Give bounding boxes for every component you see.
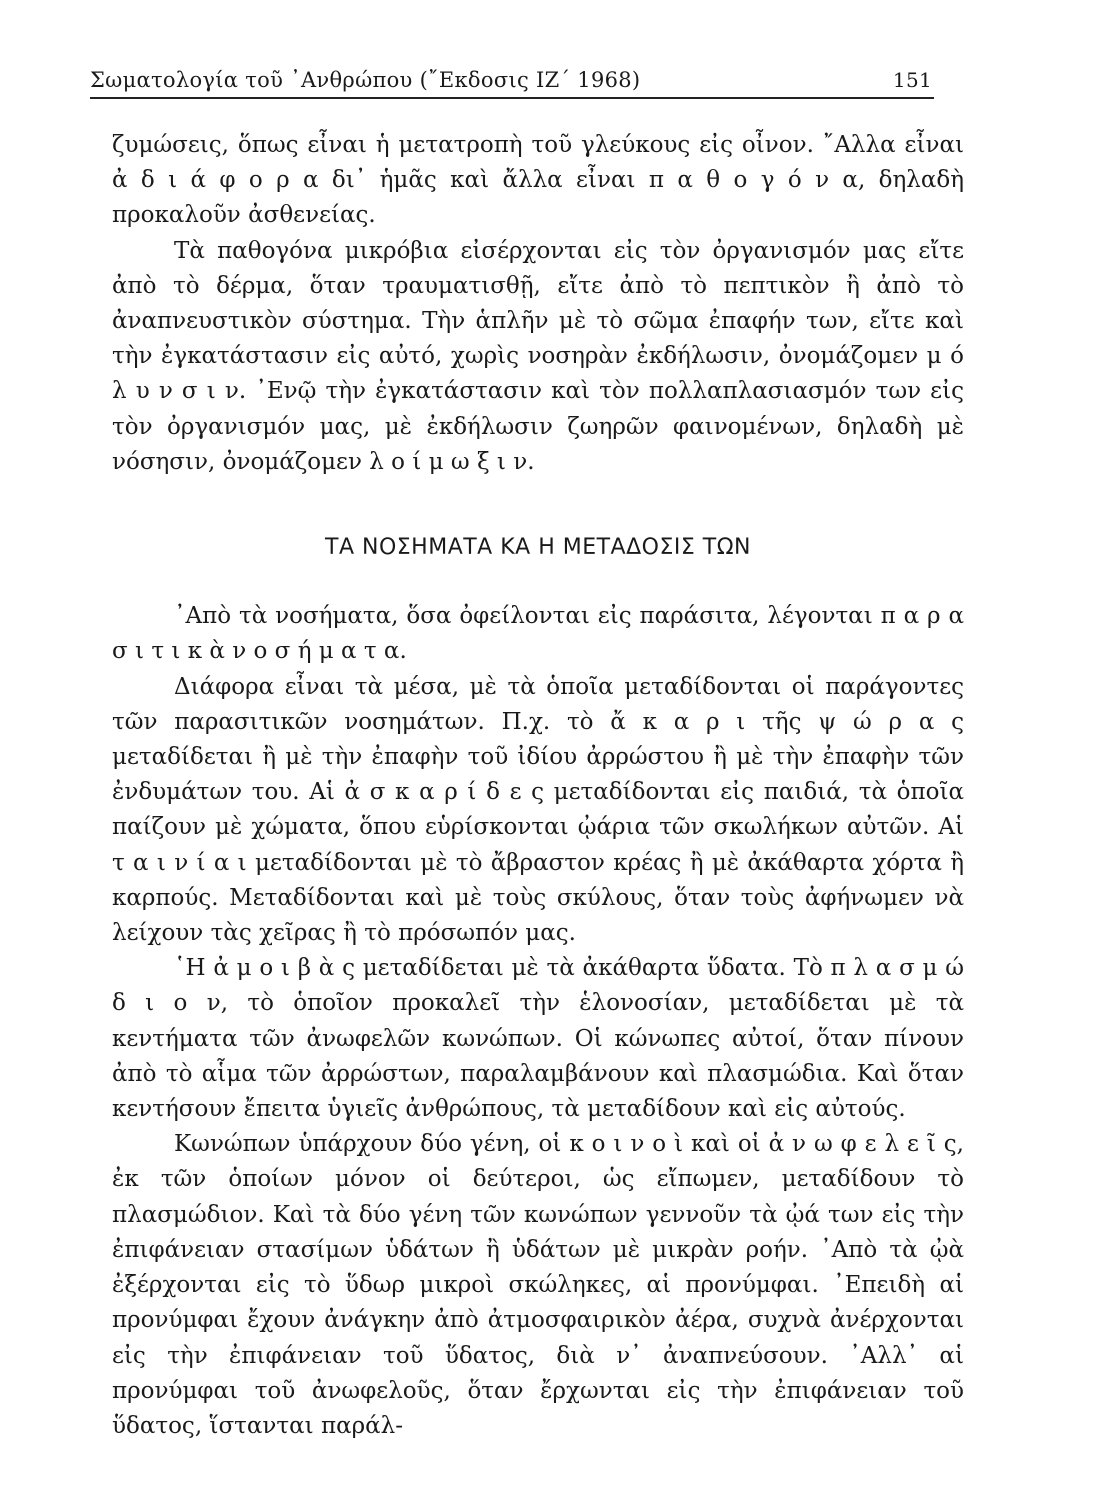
- paragraph: Διάφορα εἶναι τὰ μέσα, μὲ τὰ ὁποῖα μεταδίδονται οἱ παράγοντες τῶν παρασιτικῶν νοσημάτων. Π.χ. τὸ ἄ κ α ρ ι τῆς ψ ώ ρ α ς μεταδίδεται ἢ μὲ τὴν ἐπαφὴν τοῦ ἰδίου ἀρρώστου ἢ μὲ τὴν ἐπαφὴν τῶν ἐνδυμάτων του. Αἱ ἀ σ κ α ρ ί δ ε ς μεταδίδονται εἰς παιδιά, τὰ ὁποῖα παίζουν μὲ χώματα, ὅπου εὑρίσκονται ᾠάρια τῶν σκωλήκων αὐτῶν. Αἱ τ α ι ν ί α ι μεταδίδονται μὲ τὸ ἄβραστον κρέας ἢ μὲ ἀκάθαρτα χόρτα ἢ καρπούς. Μεταδίδονται καὶ μὲ τοὺς σκύλους, ὅταν τοὺς ἀφήνωμεν νὰ λείχουν τὰς χεῖρας ἢ τὸ πρόσωπόν μας.: [112, 673, 964, 947]
- body-text: [112, 128, 964, 1444]
- paragraph: ζυμώσεις, ὅπως εἶναι ἡ μετατροπὴ τοῦ γλεύκους εἰς οἶνον. ῎Αλλα εἶναι ἀ δ ι ά φ ο ρ α δι᾿ ἡμᾶς καὶ ἄλλα εἶναι π α θ ο γ ό ν α, δηλαδὴ προκαλοῦν ἀσθενείας.: [112, 132, 964, 229]
- section-heading: ΤΑ ΝΟΣΗΜΑΤΑ ΚΑ Η ΜΕΤΑΔΟΣΙΣ ΤΩΝ: [325, 535, 751, 561]
- running-head: [90, 64, 934, 96]
- page-number: 151: [892, 68, 932, 92]
- paragraph: Τὰ παθογόνα μικρόβια εἰσέρχονται εἰς τὸν ὀργανισμόν μας εἴτε ἀπὸ τὸ δέρμα, ὅταν τραυματισθῇ, εἴτε ἀπὸ τὸ πεπτικὸν ἢ ἀπὸ τὸ ἀναπνευστικὸν σύστημα. Τὴν ἁπλῆν μὲ τὸ σῶμα ἐπαφήν των, εἴτε καὶ τὴν ἐγκατάστασιν εἰς αὐτό, χωρὶς νοσηρὰν ἐκδήλωσιν, ὀνομάζομεν μ ό λ υ ν σ ι ν. ᾿Ενῷ τὴν ἐγκατάστασιν καὶ τὸν πολλαπλασιασμόν των εἰς τὸν ὀργανισμόν μας, μὲ ἐκδήλωσιν ζωηρῶν φαινομένων, δηλαδὴ μὲ νόσησιν, ὀνομάζομεν λ ο ί μ ω ξ ι ν.: [112, 237, 964, 475]
- running-head-title: Σωματολογία τοῦ ᾿Ανθρώπου (῎Εκδοσις ΙΖ΄ 1968): [90, 68, 641, 92]
- paragraph: ᾿Απὸ τὰ νοσήματα, ὅσα ὀφείλονται εἰς παράσιτα, λέγονται π α ρ α σ ι τ ι κ ὰ ν ο σ ή μ α τ α.: [112, 603, 964, 665]
- paragraph: ῾Η ἀ μ ο ι β ὰ ς μεταδίδεται μὲ τὰ ἀκάθαρτα ὕδατα. Τὸ π λ α σ μ ώ δ ι ο ν, τὸ ὁποῖον προκαλεῖ τὴν ἑλονοσίαν, μεταδίδεται μὲ τὰ κεντήματα τῶν ἀνωφελῶν κωνώπων. Οἱ κώνωπες αὐτοί, ὅταν πίνουν ἀπὸ τὸ αἷμα τῶν ἀρρώστων, παραλαμβάνουν καὶ πλασμώδια. Καὶ ὅταν κεντήσουν ἔπειτα ὑγιεῖς ἀνθρώπους, τὰ μεταδίδουν καὶ εἰς αὐτούς.: [112, 955, 964, 1123]
- header-rule: [90, 97, 934, 99]
- paragraph: Κωνώπων ὑπάρχουν δύο γένη, οἱ κ ο ι ν ο ὶ καὶ οἱ ἀ ν ω φ ε λ ε ῖ ς, ἐκ τῶν ὁποίων μόνον οἱ δεύτεροι, ὡς εἴπωμεν, μεταδίδουν τὸ πλασμώδιον. Καὶ τὰ δύο γένη τῶν κωνώπων γεννοῦν τὰ ᾠά των εἰς τὴν ἐπιφάνειαν στασίμων ὑδάτων ἢ ὑδάτων μὲ μικρὰν ροήν. ᾿Απὸ τὰ ᾠὰ ἐξέρχονται εἰς τὸ ὕδωρ μικροὶ σκώληκες, αἱ προνύμφαι. ᾿Επειδὴ αἱ προνύμφαι ἔχουν ἀνάγκην ἀπὸ ἀτμοσφαιρικὸν ἀέρα, συχνὰ ἀνέρχονται εἰς τὴν ἐπιφάνειαν τοῦ ὕδατος, διὰ ν᾿ ἀναπνεύσουν. ᾿Αλλ᾿ αἱ προνύμφαι τοῦ ἀνωφελοῦς, ὅταν ἔρχωνται εἰς τὴν ἐπιφάνειαν τοῦ ὕδατος, ἵστανται παράλ-: [112, 1131, 964, 1439]
